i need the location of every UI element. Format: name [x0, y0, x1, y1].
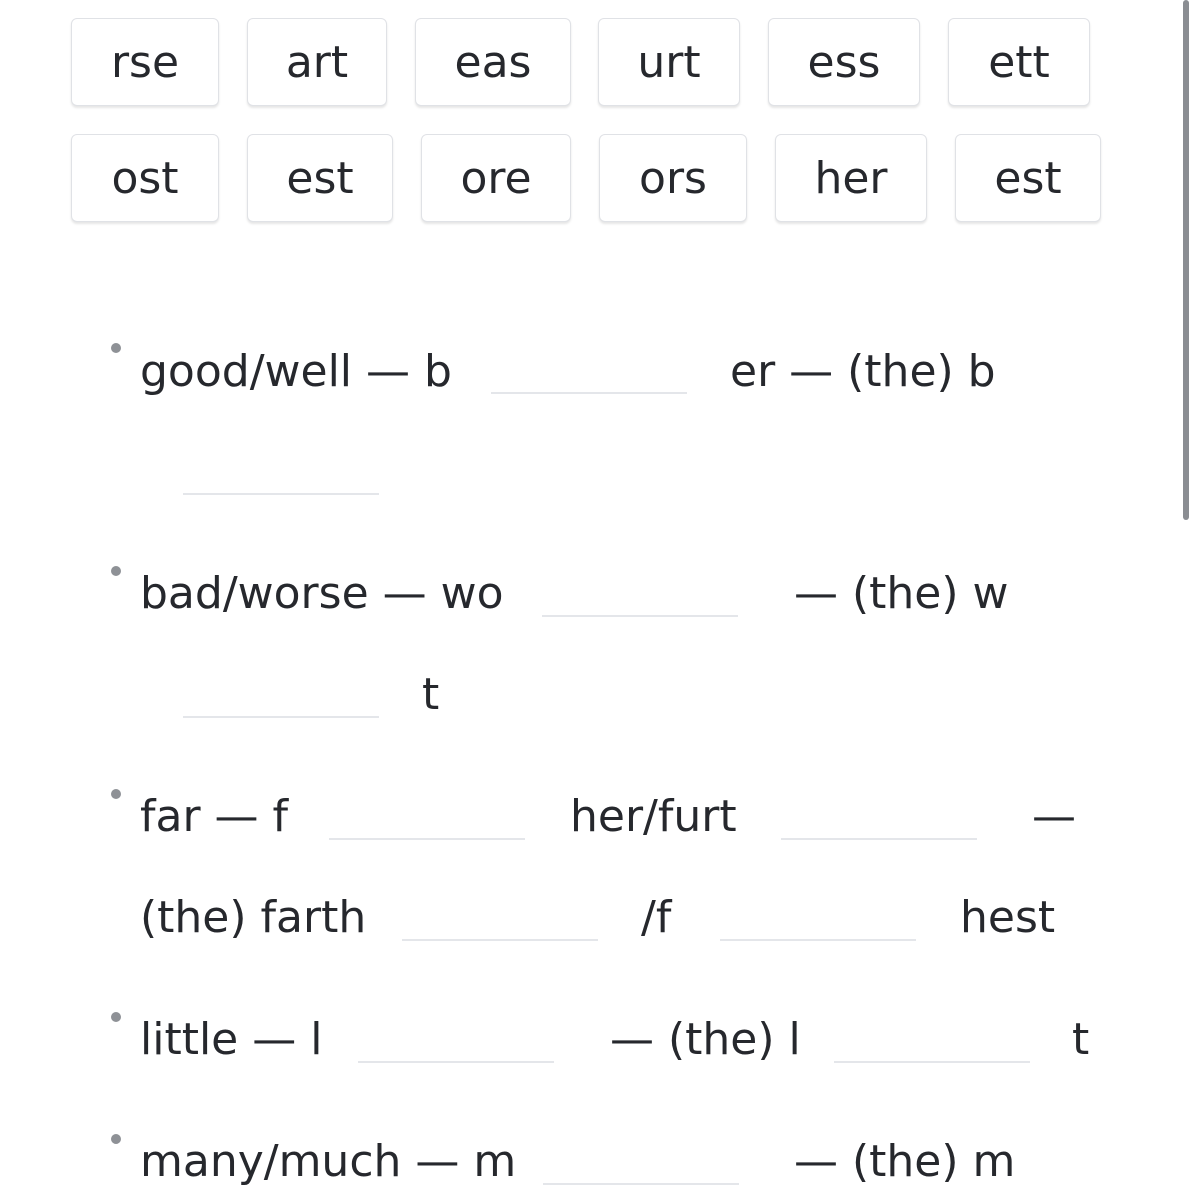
word-tile[interactable]: her — [775, 134, 927, 222]
bullet-icon — [111, 1012, 121, 1022]
answer-blank[interactable] — [720, 939, 916, 941]
answer-blank[interactable] — [183, 716, 379, 718]
answer-blank[interactable] — [329, 838, 525, 840]
bullet-icon — [111, 1134, 121, 1144]
exercise-text: — (the) w — [794, 568, 1009, 619]
answer-blank[interactable] — [834, 1061, 1030, 1063]
exercise-text: — — [1032, 791, 1076, 842]
exercise-text: — (the) m — [794, 1136, 1016, 1187]
word-tile[interactable]: urt — [598, 18, 740, 106]
exercise-text: (the) farth — [140, 892, 367, 943]
exercise-text: t — [1072, 1014, 1090, 1065]
exercise-text: — (the) l — [610, 1014, 801, 1065]
exercise-text: far — f — [140, 791, 289, 842]
word-tile[interactable]: eas — [415, 18, 571, 106]
answer-blank[interactable] — [781, 838, 977, 840]
exercise-text: her/furt — [570, 791, 737, 842]
word-tile[interactable]: est — [955, 134, 1101, 222]
exercise-text: /f — [641, 892, 672, 943]
answer-blank[interactable] — [491, 392, 687, 394]
exercise-text: t — [422, 669, 440, 720]
word-tile[interactable]: art — [247, 18, 387, 106]
exercise-text: er — (the) b — [730, 346, 996, 397]
vertical-scrollbar[interactable] — [1183, 0, 1189, 520]
answer-blank[interactable] — [543, 1183, 739, 1185]
exercise-text: good/well — b — [140, 346, 452, 397]
word-tile[interactable]: est — [247, 134, 393, 222]
bullet-icon — [111, 566, 121, 576]
word-tile[interactable]: ost — [71, 134, 219, 222]
word-tile[interactable]: ore — [421, 134, 571, 222]
word-tile[interactable]: ess — [768, 18, 920, 106]
exercise-text: hest — [960, 892, 1056, 943]
answer-blank[interactable] — [402, 939, 598, 941]
exercise-text: little — l — [140, 1014, 323, 1065]
word-tile[interactable]: ett — [948, 18, 1090, 106]
exercise-text: many/much — m — [140, 1136, 517, 1187]
bullet-icon — [111, 343, 121, 353]
answer-blank[interactable] — [358, 1061, 554, 1063]
word-tile[interactable]: rse — [71, 18, 219, 106]
word-tile[interactable]: ors — [599, 134, 747, 222]
bullet-icon — [111, 789, 121, 799]
answer-blank[interactable] — [183, 493, 379, 495]
exercise-text: bad/worse — wo — [140, 568, 504, 619]
answer-blank[interactable] — [542, 615, 738, 617]
